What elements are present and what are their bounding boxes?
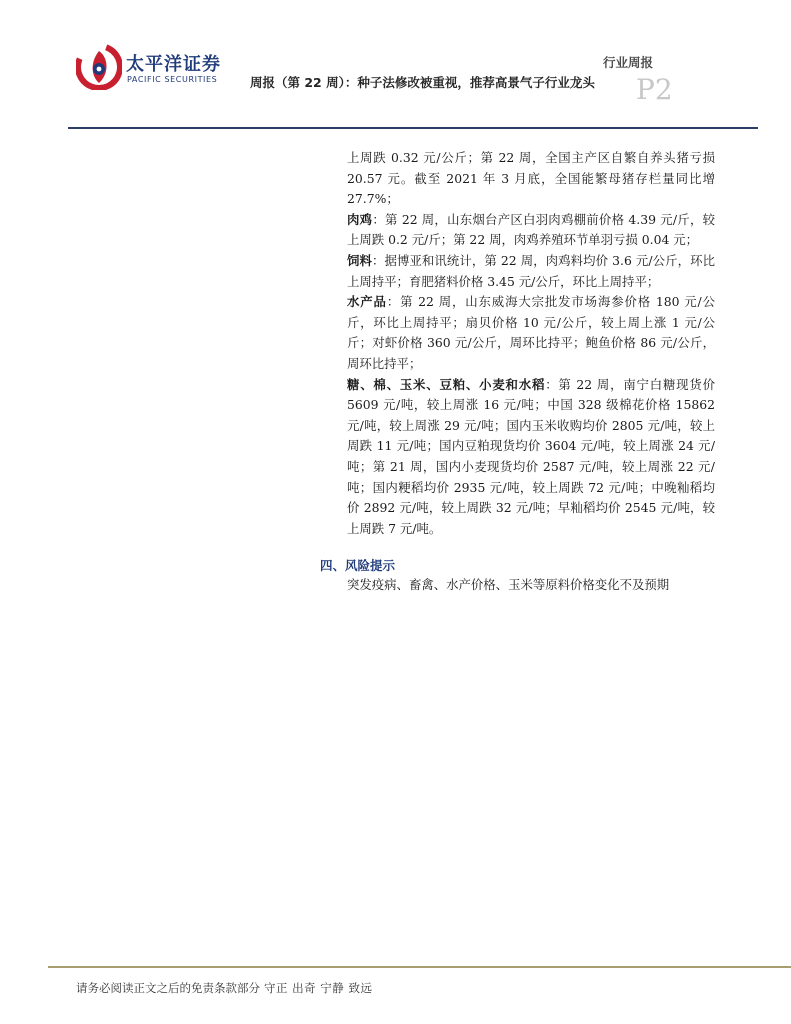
risk-section-heading: 四、风险提示: [320, 558, 396, 573]
paragraph-text: ：据博亚和讯统计，第 22 周，肉鸡料均价 3.6 元/公斤，环比上周持平；育肥猪料价格 3.45 元/公斤，环比上周持平；: [347, 252, 716, 289]
paragraph-lead: 水产品: [347, 294, 387, 310]
logo-chinese-name: 太平洋证券: [126, 54, 221, 75]
pacific-securities-logo-icon: [76, 44, 122, 90]
page-number: P2: [636, 73, 673, 106]
company-logo: [76, 44, 236, 94]
page-footer: [76, 980, 372, 996]
paragraph-feed: [347, 251, 715, 292]
risk-section-text: 突发疫病、畜禽、水产价格、玉米等原料价格变化不及预期: [347, 577, 670, 592]
page-header: [0, 0, 791, 132]
header-divider: [68, 127, 758, 129]
paragraph-broiler: [347, 210, 715, 251]
report-type-label: 行业周报: [602, 55, 653, 70]
company-motto: 守正 出奇 宁静 致远: [264, 981, 373, 995]
paragraph-text: ：第 22 周，南宁白糖现货价 5609 元/吨，较上周涨 16 元/吨；中国 328 级棉花价格 15862 元/吨，较上周涨 29 元/吨；国内玉米收购均价 2805 元/吨，较上周跌 11 元/吨；国内豆粕现货均价 3604 元/吨，较上周涨 24 元/吨；第 21 周，国内小麦现货均价 2587 元/吨，较上周涨 22 元/吨；国内粳稻均价 2935 元/吨，较上周跌 72 元/吨；中晚籼稻均价 2892 元/吨，较上周跌 32 元/吨；早籼稻均价 2545 元/吨，较上周跌 7 元/吨。: [347, 376, 715, 536]
logo-english-name: PACIFIC SECURITIES: [127, 75, 218, 84]
paragraph-pigs: [347, 148, 715, 210]
paragraph-lead: 糖、棉、玉米、豆粕、小麦和水稻: [347, 376, 546, 392]
footer-divider: [48, 966, 791, 968]
paragraph-lead: 饲料: [347, 252, 372, 268]
disclaimer-notice: 请务必阅读正文之后的免责条款部分: [76, 981, 260, 995]
paragraph-crops: [347, 375, 715, 540]
paragraph-lead: 肉鸡: [347, 211, 373, 227]
paragraph-aquatic: [347, 292, 715, 374]
paragraph-text: ：第 22 周，山东烟台产区白羽肉鸡棚前价格 4.39 元/斤，较上周跌 0.2 元/斤；第 22 周，肉鸡养殖环节单羽亏损 0.04 元；: [347, 211, 715, 248]
paragraph-text: ：第 22 周，山东威海大宗批发市场海参价格 180 元/公斤，环比上周持平；扇贝价格 10 元/公斤，较上周上涨 1 元/公斤；对虾价格 360 元/公斤，周环比持平；鲍鱼价格 86 元/公斤，周环比持平；: [347, 294, 715, 371]
paragraph-text: 上周跌 0.32 元/公斤；第 22 周，全国主产区自繁自养头猪亏损 20.57 元。截至 2021 年 3 月底，全国能繁母猪存栏量同比增 27.7%；: [347, 150, 715, 207]
report-title: 周报（第 22 周）：种子法修改被重视，推荐高景气子行业龙头: [250, 75, 595, 90]
report-body: [347, 148, 715, 539]
